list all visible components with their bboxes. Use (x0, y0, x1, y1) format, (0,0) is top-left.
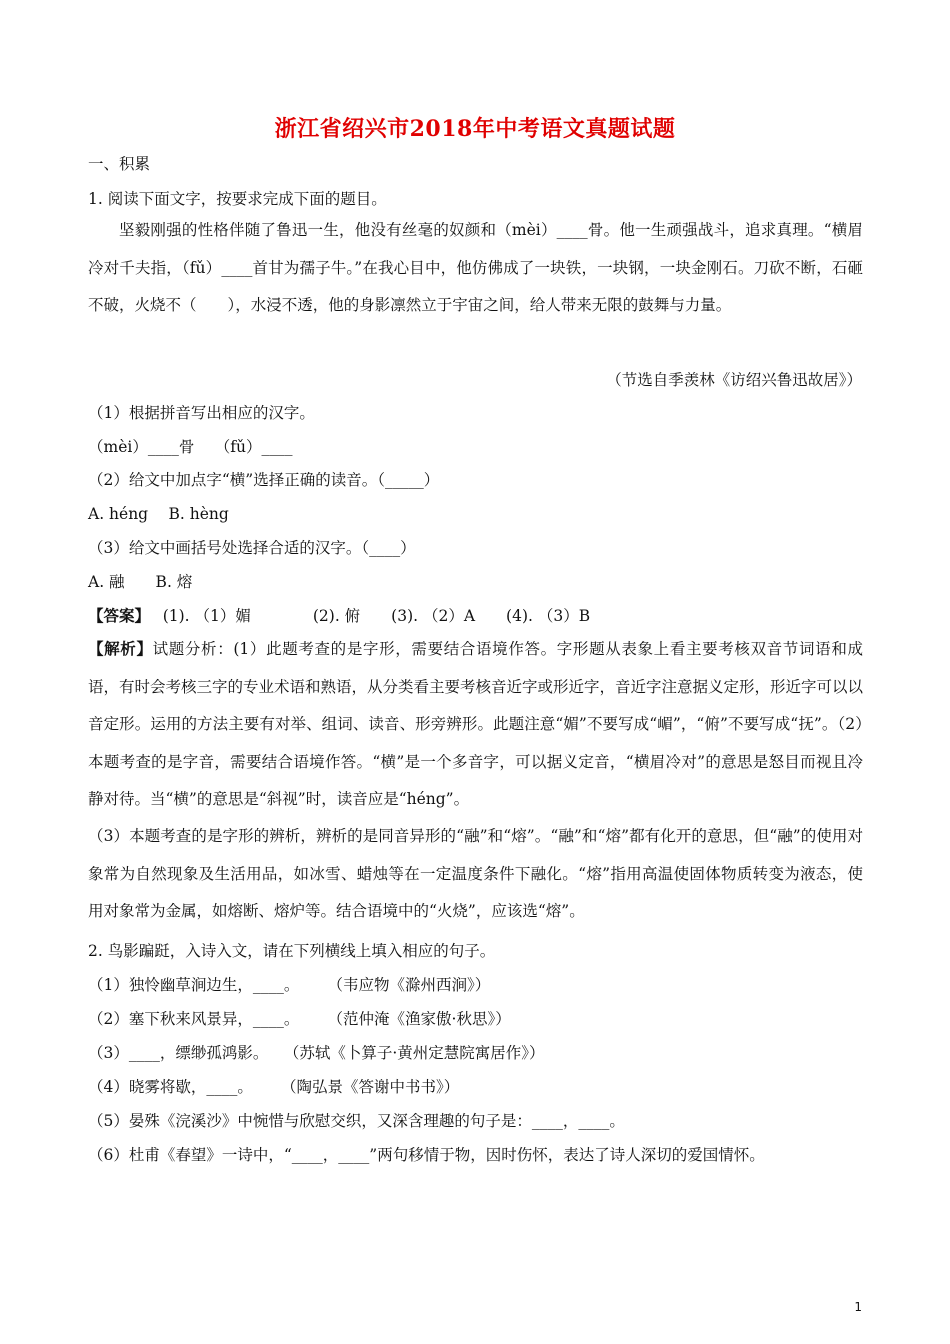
page-number: 1 (854, 1300, 862, 1314)
answer-text: (1). （1）媚 (2). 俯 (3). （2）A (4). （3）B (142, 607, 591, 625)
question-2-item: （5）晏殊《浣溪沙》中惋惜与欣慰交织，又深含理趣的句子是：____，____。 (88, 1112, 625, 1130)
analysis-text-1: 试题分析：(1）此题考查的是字形，需要结合语境作答。字形题从表象上看主要考核双音节词语和成语，有时会考核三字的专业术语和熟语，从分类看主要考核音近字或形近字，音近字注意据义定形，形近字可以以音定形。运用的方法主要有对举、组词、读音、形旁辨形。此题注意“媚”不要写成“嵋”，“俯”不要写成“抚”。（2）本题考查的是字音，需要结合语境作答。“横”是一个多音字，可以据义定音，“横眉冷对”的意思是怒目而视且冷静对待。当“横”的意思是“斜视”时，读音应是“héng”。 (88, 640, 864, 808)
question-2-item: （3）____，缥缈孤鸿影。 （苏轼《卜算子·黄州定慧院寓居作》） (88, 1044, 545, 1062)
question-1-stem: 1. 阅读下面文字，按要求完成下面的题目。 (88, 190, 387, 208)
question-2-item: （4）晓雾将歇，____。 （陶弘景《答谢中书书》） (88, 1078, 460, 1096)
analysis-paragraph-2: （3）本题考查的是字形的辨析，辨析的是同音异形的“融”和“熔”。“融”和“熔”都有化开的意思，但“融”的使用对象常为自然现象及生活用品，如冰雪、蜡烛等在一定温度条件下融化。“熔”指用高温使固体物质转变为液态，使用对象常为金属，如熔断、熔炉等。结合语境中的“火烧”，应该选“熔”。 (88, 827, 863, 920)
analysis-tag: 【解析】 (88, 639, 153, 658)
document-title: 浙江省绍兴市2018年中考语文真题试题 (274, 116, 676, 142)
answer-line (88, 606, 863, 626)
answer-tag: 【答案】 (88, 606, 143, 625)
passage-source: （节选自季羡林《访绍兴鲁迅故居》） (606, 371, 862, 389)
analysis-paragraph-1 (88, 630, 863, 819)
question-1-passage: 坚毅刚强的性格伴随了鲁迅一生，他没有丝毫的奴颜和（mèi）____骨。他一生顽强战斗，追求真理。“横眉冷对千夫指，（fǔ）____首甘为孺子牛。”在我心目中，他仿佛成了一块铁，一块钢，一块金刚石。刀砍不断，石砸不破，火烧不（ ），水浸不透，他的身影凛然立于宇宙之间，给人带来无限的鼓舞与力量。 (88, 221, 863, 314)
question-2-stem: 2. 鸟影蹁跹，入诗入文，请在下列横线上填入相应的句子。 (88, 942, 496, 960)
sub-question-3: （3）给文中画括号处选择合适的汉字。（____） (88, 539, 416, 557)
question-2-item: （2）塞下秋来风景异，____。 （范仲淹《渔家傲·秋思》） (88, 1010, 511, 1028)
section-heading: 一、积累 (88, 155, 151, 173)
question-2-item: （6）杜甫《春望》一诗中，“____，____”两句移情于物，因时伤怀，表达了诗人深切的爱国情怀。 (88, 1146, 765, 1164)
sub-question-2-options: A. héng B. hèng (88, 505, 229, 523)
sub-question-3-options: A. 融 B. 熔 (88, 573, 193, 591)
sub-question-1: （1）根据拼音写出相应的汉字。 (88, 404, 315, 422)
sub-question-2: （2）给文中加点字“横”选择正确的读音。（_____） (88, 471, 440, 489)
sub-question-1-blanks: （mèi）____骨 （fǔ）____ (88, 438, 293, 456)
question-2-item: （1）独怜幽草涧边生，____。 （韦应物《滁州西涧》） (88, 976, 491, 994)
